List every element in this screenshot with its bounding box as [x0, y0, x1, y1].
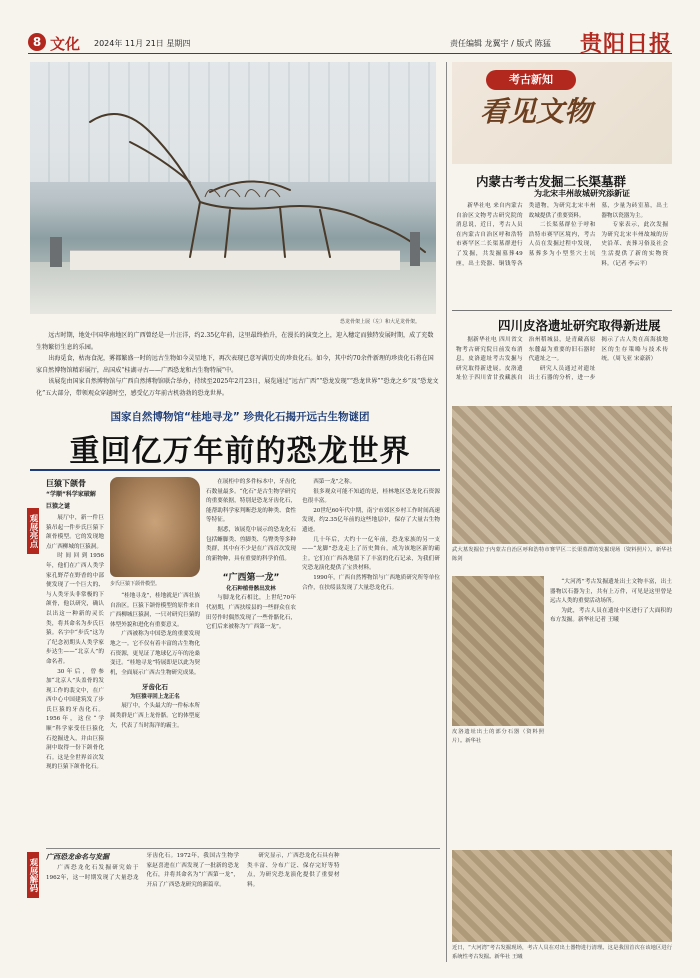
- article1-title: 内蒙古考古发掘二长渠墓群: [476, 174, 627, 189]
- col2-subheading: 为巨猿寻回上龙正名: [130, 694, 180, 701]
- col3-para-3: 与脚龙化石相比，上世纪70年代初期，广西扶绥县的一些群众在农田劳作时偶然发现了一些骨骼化石，它们后来被称为“广西第一龙”。: [206, 595, 296, 631]
- col1-para-3: 30年后，曾参加“北京人”头盖骨的发现工作的裴文中，在广西中心中国建筑发了步氏巨猿的牙齿化石。1956年，这位“学顺”科学家受任巨猿化石挖掘进入，并由巨猿洞中取得一份下颌骨化石。这是全世界首次发现的巨猿下颌骨化石。: [46, 668, 104, 771]
- bottom-heading: 广西恐龙命名与发掘: [46, 853, 109, 861]
- article2-body: [456, 336, 668, 400]
- article2-tail-1: “大河湾”考古发掘遗址出土文物丰富，出土器物以石器为主，共有上万件，可见是这里曾是远古人类的重要活动场所。: [550, 579, 672, 605]
- article1-subtitle: 为北宋丰州故城研究添新证: [534, 189, 630, 198]
- col4-para-3: 20世纪60年代中期，南宁市郊区乡村工作时间高速发现，约2.35亿年前的这些地层中，保存了大量古生物遗迹。: [302, 507, 440, 533]
- bottom-divider: [46, 848, 440, 849]
- col4-para-4: 几十年后，大约十一亿年前，恐龙家族的另一支——“龙脚”恐龙走上了历史舞台，成为该地区新的霸主。它们在广西各地留下了丰富的化石记录，为我们研究恐龙演化提供了宝贵材料。: [302, 536, 440, 572]
- dinosaur-skeleton-illustration: [30, 62, 436, 314]
- main-article-kicker: 国家自然博物馆“桂地寻龙” 珍贵化石揭开远古生物谜团: [110, 411, 370, 423]
- main-article-title: 重回亿万年前的恐龙世界: [69, 434, 411, 469]
- article1-para-3: 专家表示，此次发掘为研究北宋丰州故城的历史沿革、丧葬习俗及社会生活提供了新的实物资料。（记者 李云平）: [601, 222, 668, 267]
- col2-heading: 牙齿化石: [142, 683, 168, 692]
- article2-tail: [550, 578, 672, 848]
- artifact-photo: [452, 576, 544, 726]
- feature-title: 看见文物: [480, 95, 593, 128]
- side-tag-highlights: 观展亮点: [27, 508, 39, 554]
- col1-subheading: “学顺”科学家破解: [46, 491, 96, 498]
- fossil-jaw-photo: [110, 477, 200, 577]
- editor-credits: 责任编辑 龙翼宇 / 版式 陈猛: [450, 39, 551, 48]
- col3-para-1: 在展柜中的多件标本中，牙齿化石数量最多。“化石”是古生物学研究的重要依据，特别是恐龙牙齿化石，能帮助科学家判断恐龙的种类、食性等特征。: [206, 479, 296, 524]
- article1-para-1: 新华社电 来自内蒙古自治区文物考古研究院的消息说，近日，考古人员在内蒙古自治区呼和浩特市赛罕区二长渠墓群进行了发掘，共发掘墓葬49座，出土瓷器、铜钱等各类遗物，为研究北宋丰州故城提供了重要资料。: [456, 203, 596, 267]
- feature-banner: [452, 62, 672, 164]
- col3-para-2: 据悉，该展览中展示的恐龙化石包括蜥脚类、兽脚类、鸟臀类等多种类群，其中有不少是在广西首次发现的新物种，具有重要的科学价值。: [206, 526, 296, 562]
- newspaper-logo: 贵阳日报: [579, 31, 672, 57]
- lead-para-3: 该展览由国家自然博物馆与广西自然博物馆联合举办，持续至2025年2月23日，展览通过“远古广西”“恐龙发现”“恐龙世界”“恐龙之乡”及“恐龙文化”五大部分，带领观众穿越时空，感受亿万年前古机勃勃的恐龙世界。: [36, 378, 439, 397]
- col2-para-2: 广西被称为中国恐龙的重要发现地之一。它不仅有着丰富的古生物化石资源，更见证了地球亿万年的沧桑变迁。“桂地寻龙”特展即是以此为契机，全面展示广西古生物研究成果。: [110, 631, 200, 676]
- lead-para-2: 出海觅食，枯海食泥，雾都繁盛一时的远古生物如今灵星地下，再次表现已意写满历史的珍贵化石。如今，其中约70余件新理的珍贵化石将在国家自然博物馆精彩展厅，出国成“桂湖寻古——广西恐龙和古生物特展”中。: [36, 355, 434, 374]
- col3-heading: “广西第一龙”: [222, 573, 280, 584]
- side-tag-decode: 观展解码: [27, 852, 39, 898]
- article1-para-2: 二长渠墓群位于呼和浩特市赛罕区境内，考古人员在发掘过程中发现，墓葬多为小型竖穴土坑墓，少量为砖室墓，出土器物以瓷器为主。: [528, 203, 668, 257]
- col4-para-2: 很多观众可能不知道的是，桂林地区恐龙化石资源也很丰富。: [302, 488, 440, 505]
- page-header: [28, 31, 672, 57]
- col1-para-2: 时间回到1956年，他们在广西人类学家孔野芹在野香的中部便发现了一个巨大的、与人类牙头非常极的下颌骨，他以研究，确认以出这一种新的灵长类，将其命名为步氏巨猿。名字中“步氏”这为了纪念初期头人类学家步达生——“北京人”的命名者。: [46, 553, 104, 665]
- hero-caption: 恐龙骨架上展（左）和大足龙骨架。: [340, 319, 421, 325]
- article-column-2: [110, 592, 200, 844]
- article-column-4: [302, 478, 440, 844]
- artifact-caption: 皮洛遗址出土的部分石器（资料照片）。新华社: [452, 729, 544, 744]
- article1-divider: [452, 310, 672, 311]
- lead-para-1: 远古时期，地处中国华南地区的广西曾经是一片汪洋，约2.35亿年前，这里最终抬升，在漫长的演变之上，迎入穗定而独特发展时期，成了充数生物繁衍生息的乐园。: [36, 332, 434, 351]
- article2-title: 四川皮洛遗址研究取得新进展: [498, 318, 661, 333]
- bottom-para-1: 广西恐龙化石发掘研究始于1962年，这一时期发现了大量恐龙牙齿化石。1972年，我国古生物学家赵喜进在广西发现了一批新的恐龙化石，并将其命名为“广西第一龙”，开启了广西恐龙研究的新篇章。: [46, 853, 239, 888]
- col2-para-3: 展厅中，个头最大的一件标本所属类群是广西上龙骨骼。它的体型庞大，代表了当时海洋的霸主。: [110, 703, 200, 729]
- excavation-caption-2: 近日，“大河湾”考古发掘现场，考古人员在对出土器物进行清理。这是我国首次在该地区进行系统性考古发掘。新华社 王曦: [452, 945, 672, 960]
- bottom-article: [46, 852, 440, 964]
- hero-photo-dinosaur-hall: [30, 62, 436, 314]
- article-column-3: [206, 478, 296, 844]
- article2-para-2: 研究人员通过对遗址出土石器的分析，进一步揭示了古人类在高海拔地区的生存策略与技术传统。（周飞亚 宋豪新）: [528, 337, 668, 382]
- page-number-badge: 8: [28, 33, 46, 51]
- lead-paragraphs: [36, 330, 439, 399]
- col1-heading: 巨猿下颌骨: [46, 479, 86, 488]
- col4-para-5: 1990年，广西自然博物馆与广西地质研究所等单位合作，在扶绥县发现了大量恐龙化石。: [302, 574, 440, 591]
- article1-body: [456, 202, 668, 306]
- article2-para-1: 据新华社电 四川省文物考古研究院日前发布消息，皮洛遗址考古发掘与研究取得新进展。皮洛遗址位于四川省甘孜藏族自治州稻城县，是青藏高原东麓最为重要的旧石器时代遗址之一。: [456, 337, 596, 382]
- fossil-caption: 步氏巨猿下颌骨模型。: [110, 581, 161, 587]
- section-name: 文化: [50, 35, 81, 53]
- col1-subheading-2: 巨猿之谜: [46, 503, 71, 510]
- excavation-caption-1: 武大墓发掘位于内蒙古自治区呼和浩特市赛罕区二长渠墓群的发掘现场（资料照片）。新华社 陈剑: [452, 547, 672, 562]
- excavation-photo-2: [452, 850, 672, 942]
- article2-tail-2: 为此，考古人员在遗址中区进行了大面积的布方发掘。新华社记者 王曦: [550, 607, 672, 624]
- feature-badge: 考古新知: [486, 70, 576, 90]
- excavation-photo-1: [452, 406, 672, 544]
- col3-subheading: 化石种植骨骸出发林: [226, 586, 276, 593]
- column-divider: [446, 62, 447, 962]
- col2-para-1: “桂地寻龙”，桂地就是广西壮族自治区。巨猿下颌骨模型的原件来自广西柳城巨猿洞，一只对研究巨猿的体型外貌和进化有重要意义。: [110, 593, 200, 628]
- article-column-1: [46, 478, 104, 844]
- issue-date: 2024年 11月 21日 星期四: [94, 39, 191, 48]
- col4-para-1: 西第一龙”之称。: [313, 479, 356, 485]
- col1-para-1: 展厅中，新一件巨猿吊起一件步氏巨猿下颌骨模型。它的发现地点广西柳城的巨猿洞。: [46, 515, 104, 550]
- title-divider: [30, 469, 440, 471]
- bottom-para-2: 研究显示，广西恐龙化石具有种类丰富、分布广泛、保存完好等特点，为研究恐龙演化提供了重要材料。: [247, 853, 340, 888]
